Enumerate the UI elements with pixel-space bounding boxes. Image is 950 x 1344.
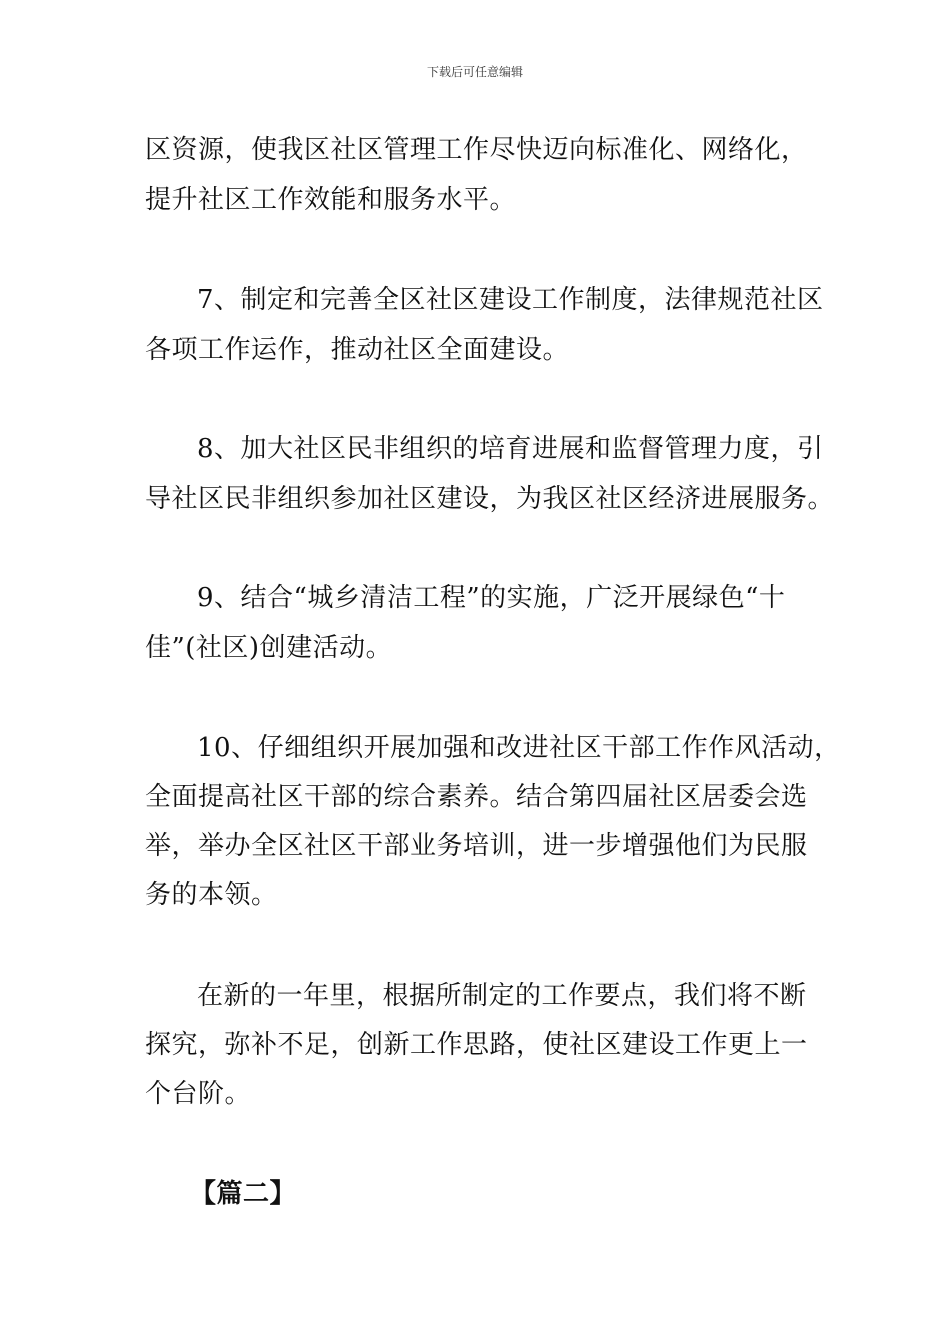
paragraph-line: 10、仔细组织开展加强和改进社区干部工作作风活动， <box>197 733 841 763</box>
paragraph-line: 举，举办全区社区干部业务培训，进一步增强他们为民服 <box>145 831 808 861</box>
section-heading: 【篇二】 <box>190 1179 297 1209</box>
paragraph-line: 务的本领。 <box>145 880 278 910</box>
paragraph-line: 提升社区工作效能和服务水平。 <box>145 185 517 215</box>
paragraph-line: 7、制定和完善全区社区建设工作制度，法律规范社区 <box>197 285 824 315</box>
paragraph-line: 全面提高社区干部的综合素养。结合第四届社区居委会选 <box>145 782 808 812</box>
paragraph-line: 8、加大社区民非组织的培育进展和监督管理力度，引 <box>197 434 824 464</box>
paragraph-line: 在新的一年里，根据所制定的工作要点，我们将不断 <box>197 981 807 1011</box>
paragraph-line: 个台阶。 <box>145 1079 252 1109</box>
paragraph-line: 导社区民非组织参加社区建设，为我区社区经济进展服务。 <box>145 484 835 514</box>
paragraph-line: 探究，弥补不足，创新工作思路，使社区建设工作更上一 <box>145 1030 808 1060</box>
paragraph-line: 9、结合“城乡清洁工程”的实施，广泛开展绿色“十 <box>197 583 786 613</box>
page-header-note: 下载后可任意编辑 <box>426 65 523 79</box>
paragraph-line: 各项工作运作，推动社区全面建设。 <box>145 335 570 365</box>
paragraph-line: 区资源，使我区社区管理工作尽快迈向标准化、网络化， <box>145 135 808 165</box>
paragraph-line: 佳”(社区)创建活动。 <box>145 633 393 663</box>
